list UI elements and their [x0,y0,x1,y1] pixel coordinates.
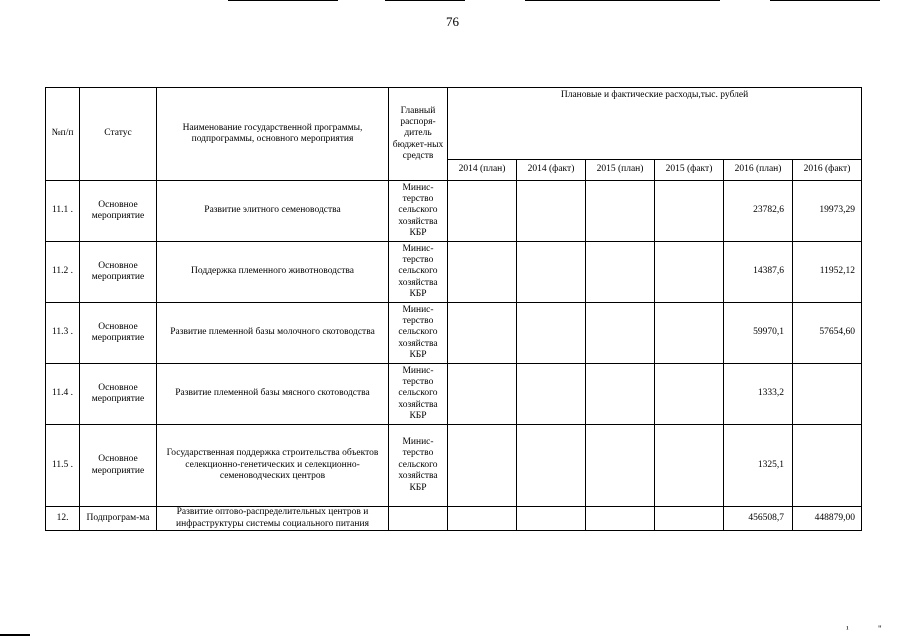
row-manager: Минис-терство сельского хозяйства КБР [389,364,448,425]
row-manager [389,507,448,531]
cell-2014-fact [517,181,586,242]
corner-mark-right: " [878,624,882,634]
cell-2014-plan [448,242,517,303]
cell-2014-fact [517,303,586,364]
cell-2015-plan [586,364,655,425]
cell-2015-fact [655,364,724,425]
footer-rule [0,634,30,636]
cell-2016-plan: 14387,6 [724,242,793,303]
row-name: Развитие племенной базы мясного скотоводства [157,364,389,425]
table-row [46,364,862,425]
row-status: Основное мероприятие [80,364,157,425]
cell-2014-plan [448,507,517,531]
cell-2016-fact [793,425,862,507]
table-row [46,181,862,242]
cell-2016-plan: 1333,2 [724,364,793,425]
cell-2016-fact: 11952,12 [793,242,862,303]
cell-2015-fact [655,242,724,303]
row-manager: Минис-терство сельского хозяйства КБР [389,425,448,507]
header-year-2014-fact: 2014 (факт) [517,160,586,181]
cell-2015-plan [586,507,655,531]
cell-2016-fact: 448879,00 [793,507,862,531]
cell-2015-plan [586,242,655,303]
cell-2016-plan: 456508,7 [724,507,793,531]
row-status: Основное мероприятие [80,181,157,242]
budget-table [45,87,862,531]
row-name: Развитие племенной базы молочного скотоводства [157,303,389,364]
cell-2016-fact [793,364,862,425]
row-name: Развитие оптово-распределительных центров и инфраструктуры системы социального питания [157,507,389,531]
cell-2014-plan [448,181,517,242]
row-status: Основное мероприятие [80,242,157,303]
cell-2014-fact [517,242,586,303]
row-manager: Минис-терство сельского хозяйства КБР [389,303,448,364]
header-rule-3 [525,0,720,1]
header-expenses: Плановые и фактические расходы,тыс. рублей [448,88,862,160]
header-year-2016-plan: 2016 (план) [724,160,793,181]
table-row [46,303,862,364]
corner-mark-left: ¹ [846,624,849,634]
header-rule-1 [228,0,338,1]
table-row [46,242,862,303]
row-num: 11.1 . [46,181,80,242]
header-status: Статус [80,88,157,181]
row-name: Поддержка племенного животноводства [157,242,389,303]
row-num: 11.5 . [46,425,80,507]
header-rule-4 [770,0,880,1]
header-num: №п/п [46,88,80,181]
cell-2014-fact [517,425,586,507]
cell-2016-plan: 23782,6 [724,181,793,242]
row-num: 12. [46,507,80,531]
cell-2015-plan [586,303,655,364]
cell-2016-fact: 57654,60 [793,303,862,364]
header-year-2016-fact: 2016 (факт) [793,160,862,181]
cell-2015-fact [655,303,724,364]
row-num: 11.3 . [46,303,80,364]
header-year-2015-plan: 2015 (план) [586,160,655,181]
row-status: Основное мероприятие [80,303,157,364]
cell-2015-plan [586,181,655,242]
cell-2015-plan [586,425,655,507]
cell-2014-plan [448,425,517,507]
cell-2014-fact [517,507,586,531]
cell-2016-plan: 59970,1 [724,303,793,364]
row-status: Подпрограм-ма [80,507,157,531]
cell-2014-plan [448,364,517,425]
cell-2016-plan: 1325,1 [724,425,793,507]
header-row [46,88,862,160]
cell-2016-fact: 19973,29 [793,181,862,242]
header-name: Наименование государственной программы, подпрограммы, основного мероприятия [157,88,389,181]
header-year-2014-plan: 2014 (план) [448,160,517,181]
header-manager: Главный распоря-дитель бюджет-ных средств [389,88,448,181]
row-status: Основное мероприятие [80,425,157,507]
header-rule-2 [385,0,465,1]
table-row [46,507,862,531]
cell-2015-fact [655,425,724,507]
cell-2014-fact [517,364,586,425]
cell-2014-plan [448,303,517,364]
row-name: Государственная поддержка строительства объектов селекционно-генетических и селекционно-семеноводческих центров [157,425,389,507]
cell-2015-fact [655,507,724,531]
page-number: 76 [446,14,459,29]
table-row [46,425,862,507]
row-num: 11.2 . [46,242,80,303]
row-manager: Минис-терство сельского хозяйства КБР [389,181,448,242]
header-year-2015-fact: 2015 (факт) [655,160,724,181]
row-num: 11.4 . [46,364,80,425]
cell-2015-fact [655,181,724,242]
row-manager: Минис-терство сельского хозяйства КБР [389,242,448,303]
row-name: Развитие элитного семеноводства [157,181,389,242]
